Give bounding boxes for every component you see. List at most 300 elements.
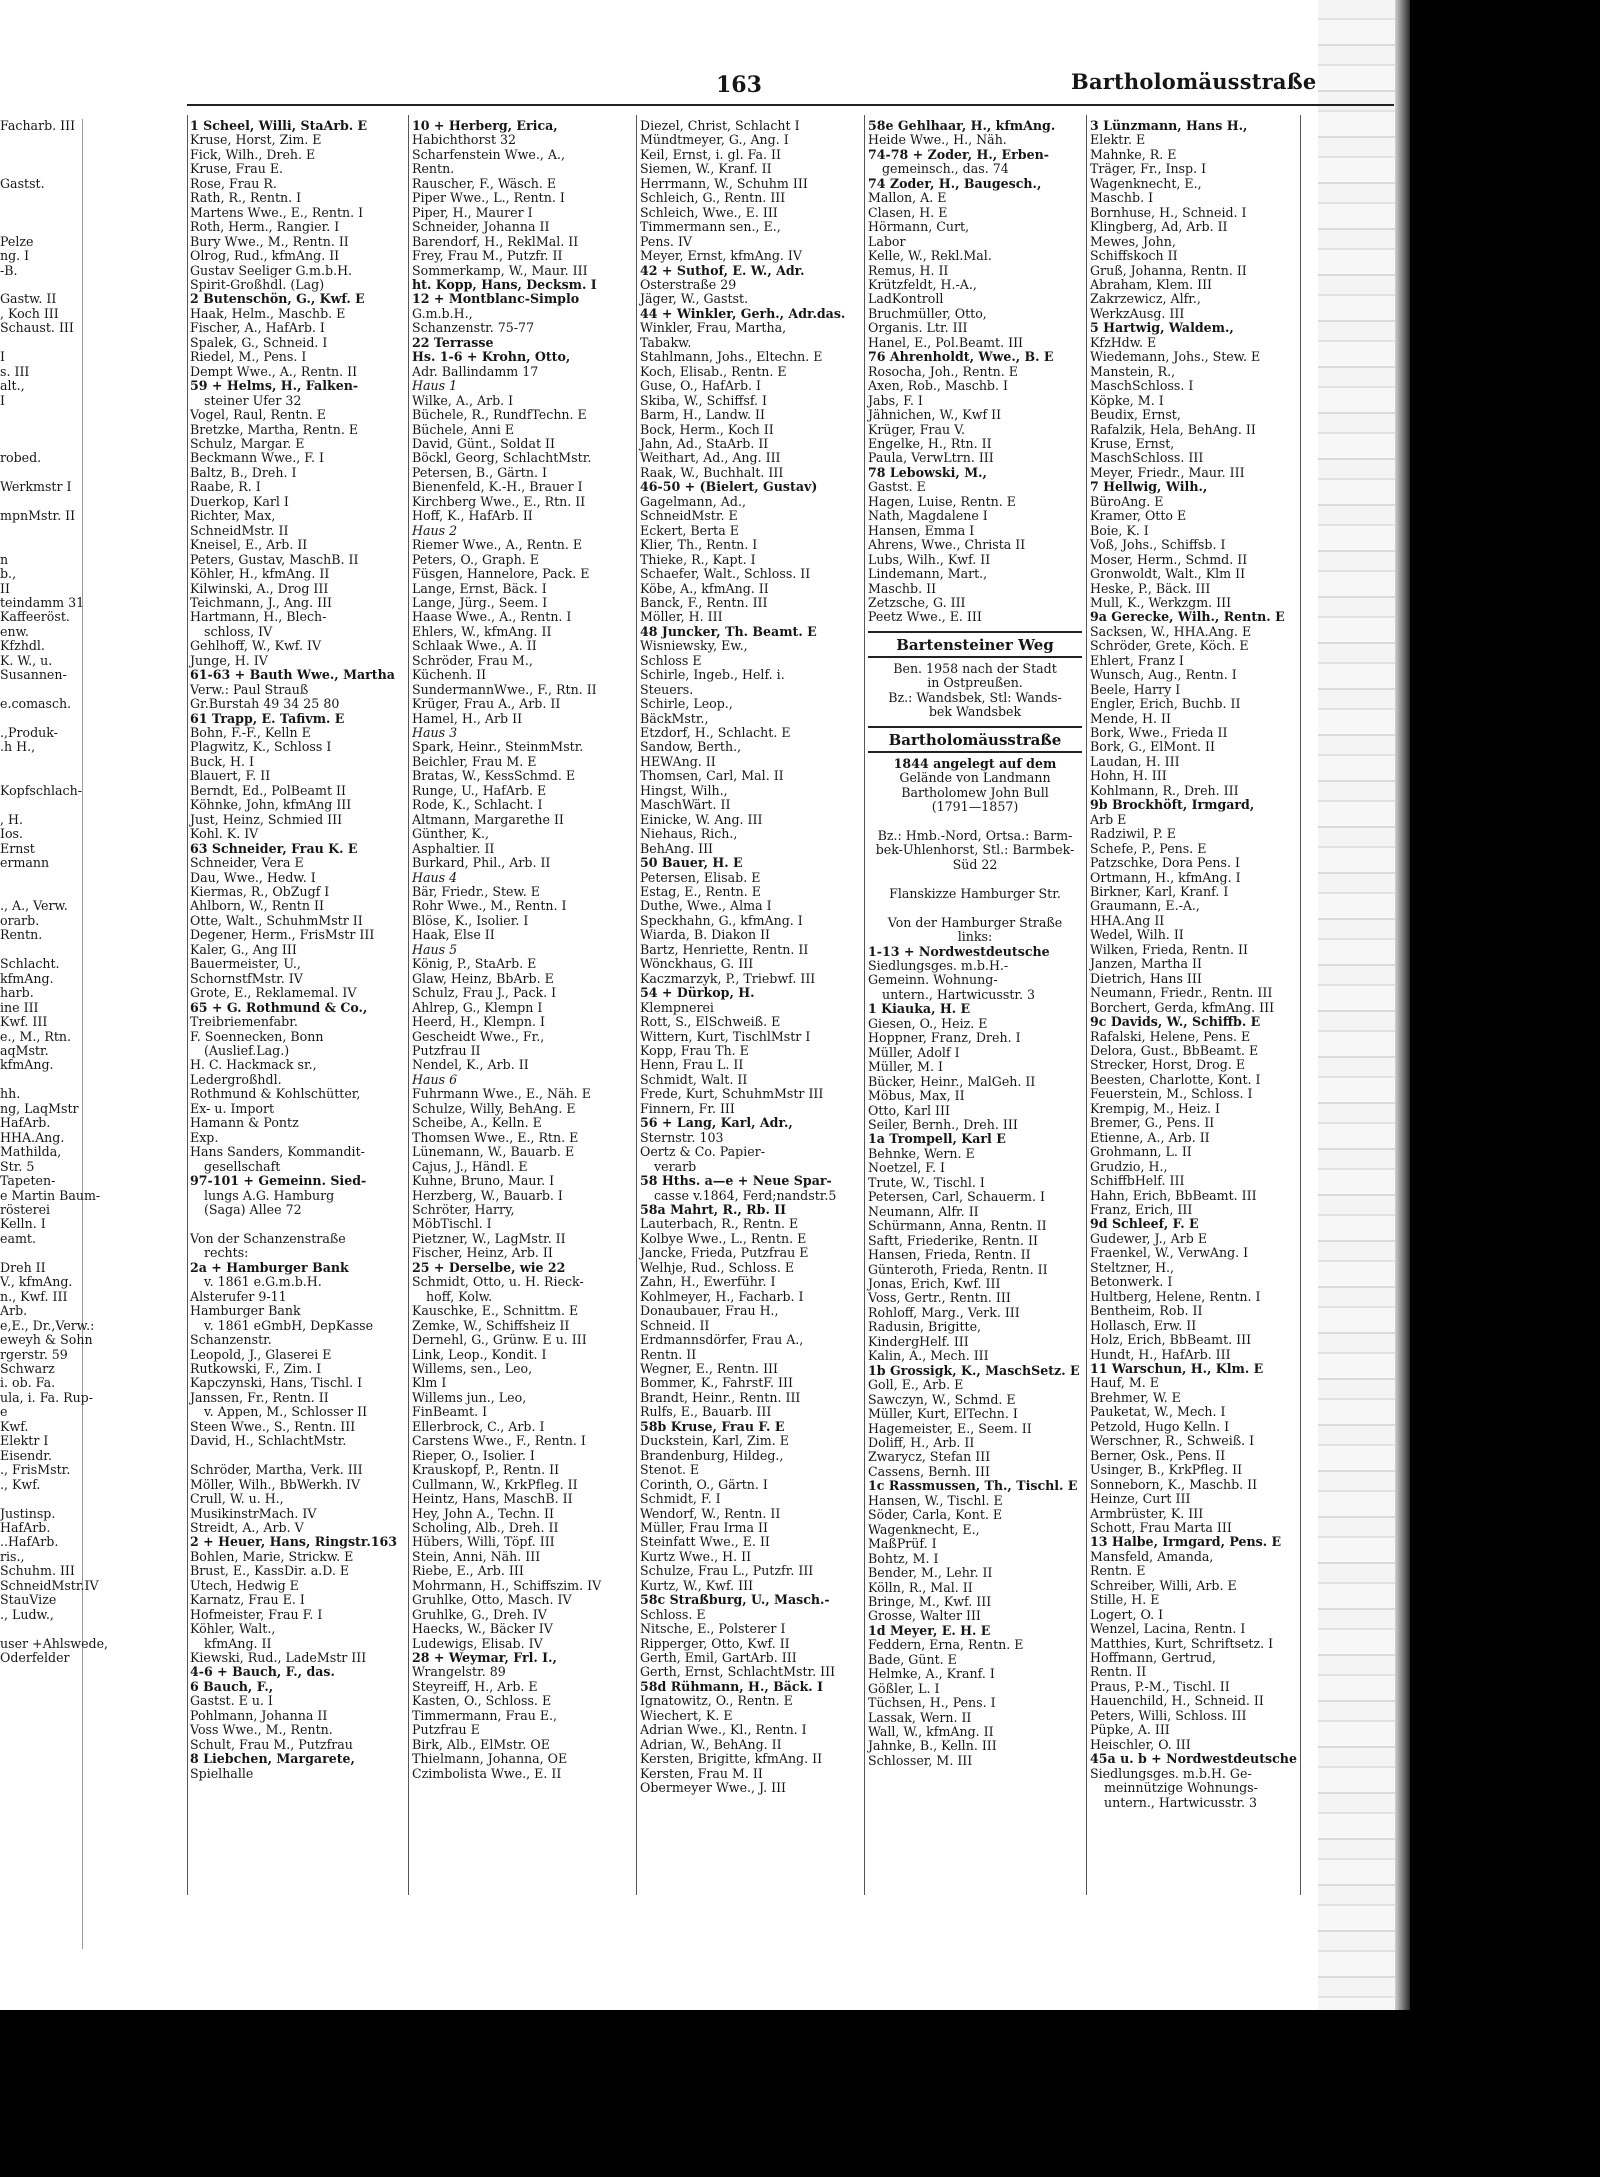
directory-entry-line: Riemer Wwe., A., Rentn. E xyxy=(412,537,583,553)
fragment-line: ine III xyxy=(0,999,39,1015)
fragment-line: Schuhm. III xyxy=(0,1563,75,1579)
fragment-line: rgerstr. 59 xyxy=(0,1346,68,1362)
fragment-line: Kopfschlach- xyxy=(0,782,82,798)
fragment-line xyxy=(0,1073,82,1087)
directory-entry-line: Stenot. E xyxy=(640,1462,700,1478)
directory-entry-line: Lange, Ernst, Bäck. I xyxy=(412,580,547,596)
directory-entry-line: Pietzner, W., LagMstr. II xyxy=(412,1230,566,1246)
street-note-line: (1791—1857) xyxy=(931,799,1019,815)
directory-entry-line: Hans Sanders, Kommandit- xyxy=(190,1144,365,1160)
directory-entry-line: Brandt, Heinr., Rentn. III xyxy=(640,1389,801,1405)
fragment-line: Elektr I xyxy=(0,1433,49,1449)
directory-entry-line: Böckl, Georg, SchlachtMstr. xyxy=(412,450,592,466)
fragment-line: mpnMstr. II xyxy=(0,508,76,524)
street-note-line: links: xyxy=(957,929,993,945)
directory-entry-line: Peetz Wwe., E. III xyxy=(868,609,982,625)
directory-entry-line: Krempig, M., Heiz. I xyxy=(1090,1100,1220,1116)
directory-entry-line: Heide Wwe., H., Näh. xyxy=(868,132,1007,148)
directory-entry-line: Einicke, W. Ang. III xyxy=(640,811,763,827)
directory-entry-line: Altmann, Margarethe II xyxy=(412,811,564,827)
directory-entry-line: 46-50 + (Bielert, Gustav) xyxy=(640,479,818,495)
directory-entry-line: Kohl. K. IV xyxy=(190,826,259,842)
fragment-line xyxy=(0,466,82,480)
fragment-line: ng, LaqMstr xyxy=(0,1100,79,1116)
fragment-line xyxy=(0,437,82,451)
directory-entry-line: Sandow, Berth., xyxy=(640,739,742,755)
fragment-line xyxy=(0,885,82,899)
directory-entry-line: Kapczynski, Hans, Tischl. I xyxy=(190,1375,363,1391)
directory-entry-line: Wagenknecht, E., xyxy=(1090,175,1202,191)
directory-entry-line: Steuers. xyxy=(640,681,694,697)
directory-entry-line: Borchert, Gerda, kfmAng. III xyxy=(1090,999,1275,1015)
directory-entry-line: Janzen, Martha II xyxy=(1090,956,1202,972)
fragment-line: Schlacht. xyxy=(0,956,60,972)
directory-entry-line: 1b Grossigk, K., MaschSetz. E xyxy=(868,1362,1080,1378)
directory-entry-line: Meyer, Friedr., Maur. III xyxy=(1090,464,1245,480)
directory-entry-line: Ehlers, W., kfmAng. II xyxy=(412,623,552,639)
directory-entry-line: Klm I xyxy=(412,1375,447,1391)
directory-entry-line: Spark, Heinr., SteinmMstr. xyxy=(412,739,584,755)
directory-entry-line: Sommerkamp, W., Maur. III xyxy=(412,262,588,278)
directory-entry-line: Boie, K. I xyxy=(1090,522,1149,538)
directory-entry-line: Bruchmüller, Otto, xyxy=(868,305,987,321)
directory-entry-line: Grote, E., Reklamemal. IV xyxy=(190,985,357,1001)
directory-entry-line: Otte, Walt., SchuhmMstr II xyxy=(190,912,363,928)
directory-entry-line: Siedlungsges. m.b.H. Ge- xyxy=(1090,1765,1252,1781)
directory-entry-line: Hansen, Emma I xyxy=(868,522,975,538)
directory-entry-line: Grudzio, H., xyxy=(1090,1158,1168,1174)
directory-entry-line: 54 + Dürkop, H. xyxy=(640,985,755,1001)
directory-entry-line: 1d Meyer, E. H. E xyxy=(868,1622,991,1638)
directory-entry-line: Gustav Seeliger G.m.b.H. xyxy=(190,262,353,278)
directory-entry-line: Ahlborn, W., Rentn II xyxy=(190,898,324,914)
directory-entry-line: Manstein, R., xyxy=(1090,363,1176,379)
directory-entry-line: Just, Heinz, Schmied III xyxy=(190,811,343,827)
directory-entry-line: Winkler, Frau, Martha, xyxy=(640,320,787,336)
directory-entry-line: Junge, H. IV xyxy=(190,652,268,668)
directory-entry-line: Müller, Kurt, ElTechn. I xyxy=(868,1406,1018,1422)
directory-entry-line: HHA.Ang II xyxy=(1090,912,1165,928)
directory-entry-line: Bär, Friedr., Stew. E xyxy=(412,884,540,900)
directory-entry-line: Lassak, Wern. II xyxy=(868,1709,972,1725)
directory-entry-line: Hollasch, Erw. II xyxy=(1090,1317,1197,1333)
directory-entry-line: 61 Trapp, E. Tafivm. E xyxy=(190,710,345,726)
fragment-line: .,Produk- xyxy=(0,725,58,741)
fragment-line: hh. xyxy=(0,1086,21,1102)
directory-entry-line: Hanel, E., Pol.Beamt. III xyxy=(868,334,1024,350)
directory-entry-line: KindergHelf. III xyxy=(868,1333,969,1349)
directory-entry-line: Beichler, Frau M. E xyxy=(412,753,537,769)
directory-entry-line: Gruß, Johanna, Rentn. II xyxy=(1090,262,1247,278)
fragment-line: Mathilda, xyxy=(0,1144,62,1160)
directory-entry-line: 65 + G. Rothmund & Co., xyxy=(190,999,368,1015)
directory-entry-line: Cassens, Bernh. III xyxy=(868,1463,990,1479)
directory-entry-line: Brust, E., KassDir. a.D. E xyxy=(190,1563,350,1579)
directory-entry-line: MöbTischl. I xyxy=(412,1216,492,1232)
directory-entry-line: Jabs, F. I xyxy=(868,392,923,408)
directory-entry-line: Ripperger, Otto, Kwf. II xyxy=(640,1635,790,1651)
fragment-line: Gastw. II xyxy=(0,291,57,307)
directory-entry-line: Herzberg, W., Bauarb. I xyxy=(412,1187,563,1203)
directory-entry-line: Guse, O., HafArb. I xyxy=(640,378,761,394)
directory-entry-line: Berner, Osk., Pens. II xyxy=(1090,1447,1226,1463)
directory-entry-line: 48 Juncker, Th. Beamt. E xyxy=(640,623,817,639)
directory-entry-line: Werschner, R., Schweiß. I xyxy=(1090,1433,1255,1449)
directory-entry-line: Adrian Wwe., Kl., Rentn. I xyxy=(640,1722,807,1738)
directory-entry-line: Kersten, Frau M. II xyxy=(640,1765,763,1781)
directory-entry-line: Petersen, Elisab. E xyxy=(640,869,761,885)
directory-entry-line: 11 Warschun, H., Klm. E xyxy=(1090,1360,1264,1376)
directory-entry-line: Mansfeld, Amanda, xyxy=(1090,1548,1214,1564)
directory-entry-line: 97-101 + Gemeinn. Sied- xyxy=(190,1173,367,1189)
directory-entry-line: Wittern, Kurt, TischlMstr I xyxy=(640,1028,811,1044)
fragment-line xyxy=(0,871,82,885)
directory-entry-line: Fraenkel, W., VerwAng. I xyxy=(1090,1245,1249,1261)
directory-entry-line: Bremer, G., Pens. II xyxy=(1090,1115,1215,1131)
directory-entry-line: steiner Ufer 32 xyxy=(204,392,302,408)
directory-entry-line: G.m.b.H., xyxy=(412,305,473,321)
street-note-line xyxy=(868,901,1082,915)
fragment-line xyxy=(0,191,82,205)
directory-entry-line: Degener, Herm., FrisMstr III xyxy=(190,927,375,943)
directory-entry-line: Blöse, K., Isolier. I xyxy=(412,912,529,928)
directory-entry-line: Hey, John A., Techn. II xyxy=(412,1505,554,1521)
directory-entry-line: H. C. Hackmack sr., xyxy=(190,1057,317,1073)
directory-entry-line: Hingst, Wilh., xyxy=(640,782,728,798)
directory-entry-line: Raak, W., Buchhalt. III xyxy=(640,464,784,480)
directory-entry-line: Hübers, Willi, Töpf. III xyxy=(412,1534,555,1550)
directory-entry-line: Gemeinn. Wohnung- xyxy=(868,972,998,988)
directory-entry-line: Hoffmann, Gertrud, xyxy=(1090,1650,1216,1666)
directory-entry-line: Kauschke, E., Schnittm. E xyxy=(412,1303,579,1319)
directory-entry-line: Obermeyer Wwe., J. III xyxy=(640,1780,787,1796)
directory-entry-line: Rott, S., ElSchweiß. E xyxy=(640,1014,781,1030)
directory-entry-line: Rose, Frau R. xyxy=(190,175,277,191)
directory-entry-line: Birkner, Karl, Kranf. I xyxy=(1090,884,1229,900)
directory-entry-line: Schott, Frau Marta III xyxy=(1090,1519,1232,1535)
directory-entry-line: Hoppner, Franz, Dreh. I xyxy=(868,1030,1021,1046)
directory-entry-line: Plagwitz, K., Schloss I xyxy=(190,739,332,755)
directory-entry-line: Karnatz, Frau E. I xyxy=(190,1592,305,1608)
directory-entry-line: Stille, H. E xyxy=(1090,1592,1160,1608)
directory-entry-line: Sawczyn, W., Schmd. E xyxy=(868,1391,1016,1407)
street-note-line: Bz.: Wandsbek, Stl: Wands- xyxy=(888,689,1062,705)
fragment-line: harb. xyxy=(0,985,34,1001)
fragment-line: orarb. xyxy=(0,912,40,928)
directory-entry-line: Sonneborn, K., Maschb. II xyxy=(1090,1476,1258,1492)
fragment-line: eamt. xyxy=(0,1230,36,1246)
directory-entry-line: SchiffbHelf. III xyxy=(1090,1173,1185,1189)
street-note-line: Bz.: Hmb.-Nord, Ortsa.: Barm- xyxy=(877,827,1073,843)
directory-entry-line: Petersen, B., Gärtn. I xyxy=(412,464,547,480)
directory-entry-line: KfzHdw. E xyxy=(1090,334,1157,350)
fragment-line: StauVize xyxy=(0,1592,57,1608)
directory-entry-line: meinnützige Wohnungs- xyxy=(1104,1780,1258,1796)
directory-entry-line: Hundt, H., HafArb. III xyxy=(1090,1346,1231,1362)
fragment-line: HafArb. xyxy=(0,1115,51,1131)
fragment-line: ..HafArb. xyxy=(0,1534,59,1550)
directory-entry-line: Glaw, Heinz, BbArb. E xyxy=(412,970,554,986)
directory-entry-line: Schmidt, Otto, u. H. Rieck- xyxy=(412,1274,584,1290)
directory-entry-line: Streidt, A., Arb. V xyxy=(190,1519,304,1535)
fragment-line: Facharb. III xyxy=(0,118,76,133)
fragment-line: b., xyxy=(0,566,17,582)
directory-entry-line: Scholing, Alb., Dreh. II xyxy=(412,1519,559,1535)
directory-entry-line: Rentn. II xyxy=(1090,1664,1147,1680)
fragment-line: s. III xyxy=(0,363,30,379)
column-rule xyxy=(864,115,865,1895)
directory-entry-line: Zwarycz, Stefan III xyxy=(868,1449,991,1465)
directory-entry-line: Bienenfeld, K.-H., Brauer I xyxy=(412,479,583,495)
fragment-line: enw. xyxy=(0,623,29,639)
directory-entry-line: Rohr Wwe., M., Rentn. I xyxy=(412,898,567,914)
directory-entry-line: 61-63 + Bauth Wwe., Martha xyxy=(190,667,395,683)
directory-entry-line: Putzfrau E xyxy=(412,1722,480,1738)
directory-entry-line: Steyreiff, H., Arb. E xyxy=(412,1678,538,1694)
directory-entry-line: Schulz, Margar. E xyxy=(190,435,305,451)
directory-entry-line: Gerth, Ernst, SchlachtMstr. III xyxy=(640,1664,836,1680)
directory-entry-line: Etzdorf, H., Schlacht. E xyxy=(640,725,791,741)
directory-entry-line: Schulze, Willy, BehAng. E xyxy=(412,1100,576,1116)
street-note-line: in Ostpreußen. xyxy=(927,675,1023,691)
directory-entry-line: Utech, Hedwig E xyxy=(190,1577,299,1593)
directory-entry-line: MusikinstrMach. IV xyxy=(190,1505,317,1521)
directory-entry-line: Haus 6 xyxy=(412,1071,458,1087)
directory-entry-line: Helmke, A., Kranf. I xyxy=(868,1666,995,1682)
directory-entry-line: Herrmann, W., Schuhm III xyxy=(640,175,808,191)
directory-entry-line: Spielhalle xyxy=(190,1765,254,1781)
fragment-line xyxy=(0,755,82,769)
directory-entry-line: Bade, Günt. E xyxy=(868,1651,957,1667)
directory-entry-line: Kalin, A., Mech. III xyxy=(868,1348,989,1364)
directory-entry-line: Skiba, W., Schiffsf. I xyxy=(640,392,768,408)
directory-entry-line: Laudan, H. III xyxy=(1090,753,1180,769)
directory-entry-line: Rentn. II xyxy=(640,1346,697,1362)
directory-entry-line: Wall, W., kfmAng. II xyxy=(868,1724,994,1740)
directory-entry-line: Fischer, A., HafArb. I xyxy=(190,320,325,336)
directory-entry-line: 7 Hellwig, Wilh., xyxy=(1090,479,1208,495)
directory-entry-line: Haus 2 xyxy=(412,522,458,538)
directory-entry-line: Günther, K., xyxy=(412,826,489,842)
directory-entry-line: SchornstfMstr. IV xyxy=(190,970,303,986)
directory-entry-line: Hauf, M. E xyxy=(1090,1375,1159,1391)
directory-entry-line: Heske, P., Bäck. III xyxy=(1090,580,1211,596)
directory-entry-line: Frey, Frau M., Putzfr. II xyxy=(412,248,563,264)
directory-entry-line: Gastst. E u. I xyxy=(190,1693,273,1709)
fragment-line: Ios. xyxy=(0,826,24,842)
directory-entry-line: Remus, H. II xyxy=(868,262,949,278)
directory-entry-line: Logert, O. I xyxy=(1090,1606,1164,1622)
directory-entry-line: Schröder, Frau M., xyxy=(412,652,533,668)
directory-entry-line: Carstens Wwe., F., Rentn. I xyxy=(412,1433,586,1449)
directory-entry-line: Krüger, Frau V. xyxy=(868,421,965,437)
street-heading-bartholomaeusstrasse: Bartholomäusstraße xyxy=(868,726,1082,753)
directory-entry-line: Günteroth, Frieda, Rentn. II xyxy=(868,1261,1048,1277)
directory-entry-line: Schirle, Leop., xyxy=(640,696,733,712)
fragment-line: Tapeten- xyxy=(0,1173,56,1189)
directory-entry-line: Paula, VerwLtrn. III xyxy=(868,450,994,466)
directory-entry-line: Maschb. II xyxy=(868,580,937,596)
directory-entry-line: 1-13 + Nordwestdeutsche xyxy=(868,943,1050,959)
directory-entry-line: gemeinsch., das. 74 xyxy=(882,161,1009,177)
directory-entry-line: Crull, W. u. H., xyxy=(190,1491,284,1507)
directory-entry-line: 58e Gehlhaar, H., kfmAng. xyxy=(868,118,1056,133)
directory-entry-line: (Auslief.Lag.) xyxy=(204,1043,290,1058)
directory-entry-line: Rutkowski, F., Zim. I xyxy=(190,1360,322,1376)
directory-entry-line: Krüger, Frau A., Arb. II xyxy=(412,696,561,712)
directory-entry-line: Haase Wwe., A., Rentn. I xyxy=(412,609,572,625)
directory-entry-line: Habichthorst 32 xyxy=(412,132,517,148)
scan-border-bottom xyxy=(0,2010,1600,2177)
directory-entry-line: Axen, Rob., Maschb. I xyxy=(868,378,1008,394)
fragment-line xyxy=(0,162,82,176)
directory-entry-line: v. Appen, M., Schlosser II xyxy=(204,1404,368,1420)
directory-entry-line: Pohlmann, Johanna II xyxy=(190,1707,328,1723)
directory-entry-line: Exp. xyxy=(190,1129,219,1145)
directory-entry-line: Kirchberg Wwe., E., Rtn. II xyxy=(412,493,586,509)
directory-entry-line: Barendorf, H., ReklMal. II xyxy=(412,233,579,249)
fragment-line: Gastst. xyxy=(0,175,45,191)
directory-entry-line: Treibriemenfabr. xyxy=(190,1014,298,1030)
directory-entry-line: Raabe, R. I xyxy=(190,479,261,495)
directory-entry-line: Czimbolista Wwe., E. II xyxy=(412,1765,562,1781)
directory-entry-line: Schult, Frau M., Putzfrau xyxy=(190,1736,353,1752)
directory-entry-line: Hartmann, H., Blech- xyxy=(190,609,327,625)
fragment-line xyxy=(0,495,82,509)
directory-entry-line: Fuhrmann Wwe., E., Näh. E xyxy=(412,1086,591,1102)
directory-entry-line: Schiffskoch II xyxy=(1090,248,1178,264)
column-rule xyxy=(1300,115,1301,1895)
directory-entry-line: Seiler, Bernh., Dreh. III xyxy=(868,1117,1018,1132)
directory-entry-line: Bartz, Henriette, Rentn. II xyxy=(640,941,809,957)
directory-entry-line: Strecker, Horst, Drog. E xyxy=(1090,1057,1246,1073)
fragment-line: aqMstr. xyxy=(0,1043,49,1058)
fragment-line: Kwf. III xyxy=(0,1014,48,1030)
directory-entry-line: Giesen, O., Heiz. E xyxy=(868,1015,988,1031)
fragment-line xyxy=(0,278,82,292)
street-note-line: Ben. 1958 nach der Stadt xyxy=(893,660,1057,676)
directory-entry-line xyxy=(190,1449,404,1463)
directory-entry-line: Hansen, W., Tischl. E xyxy=(868,1492,1003,1508)
directory-entry-line: Birk, Alb., ElMstr. OE xyxy=(412,1736,550,1752)
fragment-line: rösterei xyxy=(0,1201,51,1217)
directory-entry-line: WerkzAusg. III xyxy=(1090,305,1185,321)
fragment-line xyxy=(0,683,82,697)
street-note-line: Süd 22 xyxy=(952,856,998,872)
directory-entry-line: 76 Ahrenholdt, Wwe., B. E xyxy=(868,349,1054,365)
directory-entry-line: Hamann & Pontz xyxy=(190,1115,299,1131)
directory-entry-line: Feuerstein, M., Schloss. I xyxy=(1090,1086,1253,1102)
directory-entry-line: 2 + Heuer, Hans, Ringstr.163 xyxy=(190,1534,397,1550)
fragment-line: HafArb. xyxy=(0,1519,51,1535)
directory-entry-line: BäckMstr., xyxy=(640,710,709,726)
directory-entry-line: Schaefer, Walt., Schloss. II xyxy=(640,566,811,582)
directory-entry-line: Jancke, Frieda, Putzfrau E xyxy=(640,1245,809,1261)
directory-entry-line: Spalek, G., Schneid. I xyxy=(190,334,328,350)
street-note-line: bek-Uhlenhorst, Stl.: Barmbek- xyxy=(875,842,1075,858)
directory-entry-line: Etienne, A., Arb. II xyxy=(1090,1129,1210,1145)
directory-entry-line: Schröder, Grete, Köch. E xyxy=(1090,638,1249,654)
fragment-line xyxy=(0,408,82,422)
directory-entry-line: Hörmann, Curt, xyxy=(868,219,970,235)
directory-entry-line: Hansen, Frieda, Rentn. II xyxy=(868,1247,1031,1263)
directory-entry-line: MaschWärt. II xyxy=(640,797,731,813)
directory-entry-line: Duckstein, Karl, Zim. E xyxy=(640,1433,789,1449)
directory-entry-line: Brandenburg, Hildeg., xyxy=(640,1447,784,1463)
directory-entry-line: Asphaltier. II xyxy=(412,840,495,856)
fragment-line: Werkmstr I xyxy=(0,479,72,495)
directory-entry-line: Gr.Burstah 49 34 25 80 xyxy=(190,696,340,712)
directory-entry-line: König, P., StaArb. E xyxy=(412,956,537,972)
directory-entry-line: 2 Butenschön, G., Kwf. E xyxy=(190,291,365,307)
directory-entry-line xyxy=(190,1217,404,1231)
directory-entry-line: Saftt, Friederike, Rentn. II xyxy=(868,1232,1038,1248)
directory-entry-line: Wagenknecht, E., xyxy=(868,1521,980,1537)
directory-entry-line: Scheibe, A., Kelln. E xyxy=(412,1115,542,1131)
directory-entry-line: Kohlmann, R., Dreh. III xyxy=(1090,782,1239,798)
directory-entry-line: Schneider, Vera E xyxy=(190,855,304,871)
fragment-line: .h H., xyxy=(0,739,36,755)
directory-entry-line: Brehmer, W. E xyxy=(1090,1389,1181,1405)
directory-entry-line: 12 + Montblanc-Simplo xyxy=(412,291,580,307)
directory-entry-line: Radusin, Brigitte, xyxy=(868,1319,982,1335)
scan-border-right xyxy=(1410,0,1600,2177)
directory-entry-line: Von der Schanzenstraße xyxy=(190,1230,346,1246)
fragment-line xyxy=(0,1622,82,1636)
directory-entry-line: Köhler, H., kfmAng. II xyxy=(190,566,330,582)
directory-entry-line: Wedel, Wilh. II xyxy=(1090,927,1184,943)
directory-entry-line: Müller, Frau Irma II xyxy=(640,1519,768,1535)
fragment-line: robed. xyxy=(0,450,42,466)
directory-entry-line: Bohtz, M. I xyxy=(868,1550,939,1566)
column-rule xyxy=(636,115,637,1895)
directory-entry-line: Haus 1 xyxy=(412,378,458,394)
directory-entry-line: Schröder, Martha, Verk. III xyxy=(190,1462,363,1478)
directory-entry-line: Olrog, Rud., kfmAng. II xyxy=(190,248,340,264)
street-note-line: Von der Hamburger Straße xyxy=(887,914,1063,930)
fragment-line xyxy=(0,538,82,552)
directory-entry-line: Riedel, M., Pens. I xyxy=(190,349,307,365)
directory-entry-line: Pens. IV xyxy=(640,233,693,249)
directory-entry-line: Usinger, B., KrkPfleg. II xyxy=(1090,1462,1243,1478)
directory-entry-line: Pauketat, W., Mech. I xyxy=(1090,1404,1226,1420)
directory-entry-line: 9b Brockhöft, Irmgard, xyxy=(1090,797,1255,813)
fragment-line: Dreh II xyxy=(0,1259,46,1275)
directory-entry-line: Engler, Erich, Buchb. II xyxy=(1090,696,1241,712)
directory-entry-line: Kruse, Horst, Zim. E xyxy=(190,132,322,148)
directory-entry-line: Wegner, E., Rentn. III xyxy=(640,1360,778,1376)
directory-entry-line: 1a Trompell, Karl E xyxy=(868,1131,1006,1147)
directory-entry-line: Schefe, P., Pens. E xyxy=(1090,840,1207,856)
directory-entry-line: casse v.1864, Ferd;nandstr.5 xyxy=(654,1187,837,1203)
directory-entry-line: Köbe, A., kfmAng. II xyxy=(640,580,769,596)
street-note-line: Gelände von Landmann xyxy=(899,770,1051,786)
directory-entry-line: Gruhlke, G., Dreh. IV xyxy=(412,1606,547,1622)
directory-entry-line: Piper, H., Maurer I xyxy=(412,204,533,220)
fragment-line: ., Kwf. xyxy=(0,1476,41,1492)
directory-entry-line: Ellerbrock, C., Arb. I xyxy=(412,1418,545,1434)
directory-entry-line: Lindemann, Mart., xyxy=(868,566,988,582)
directory-entry-line: Füsgen, Hannelore, Pack. E xyxy=(412,566,590,582)
directory-entry-line: Krützfeldt, H.-A., xyxy=(868,276,977,292)
fragment-line: Schwarz xyxy=(0,1360,55,1376)
directory-entry-line: Lubs, Wilh., Kwf. II xyxy=(868,551,991,567)
directory-entry-line: Küchenh. II xyxy=(412,667,487,683)
directory-entry-line: Weithart, Ad., Ang. III xyxy=(640,450,781,466)
directory-entry-line: Blauert, F. II xyxy=(190,768,271,784)
fragment-line: HHA.Ang. xyxy=(0,1129,65,1145)
directory-entry-line: Peters, Gustav, MaschB. II xyxy=(190,551,359,567)
